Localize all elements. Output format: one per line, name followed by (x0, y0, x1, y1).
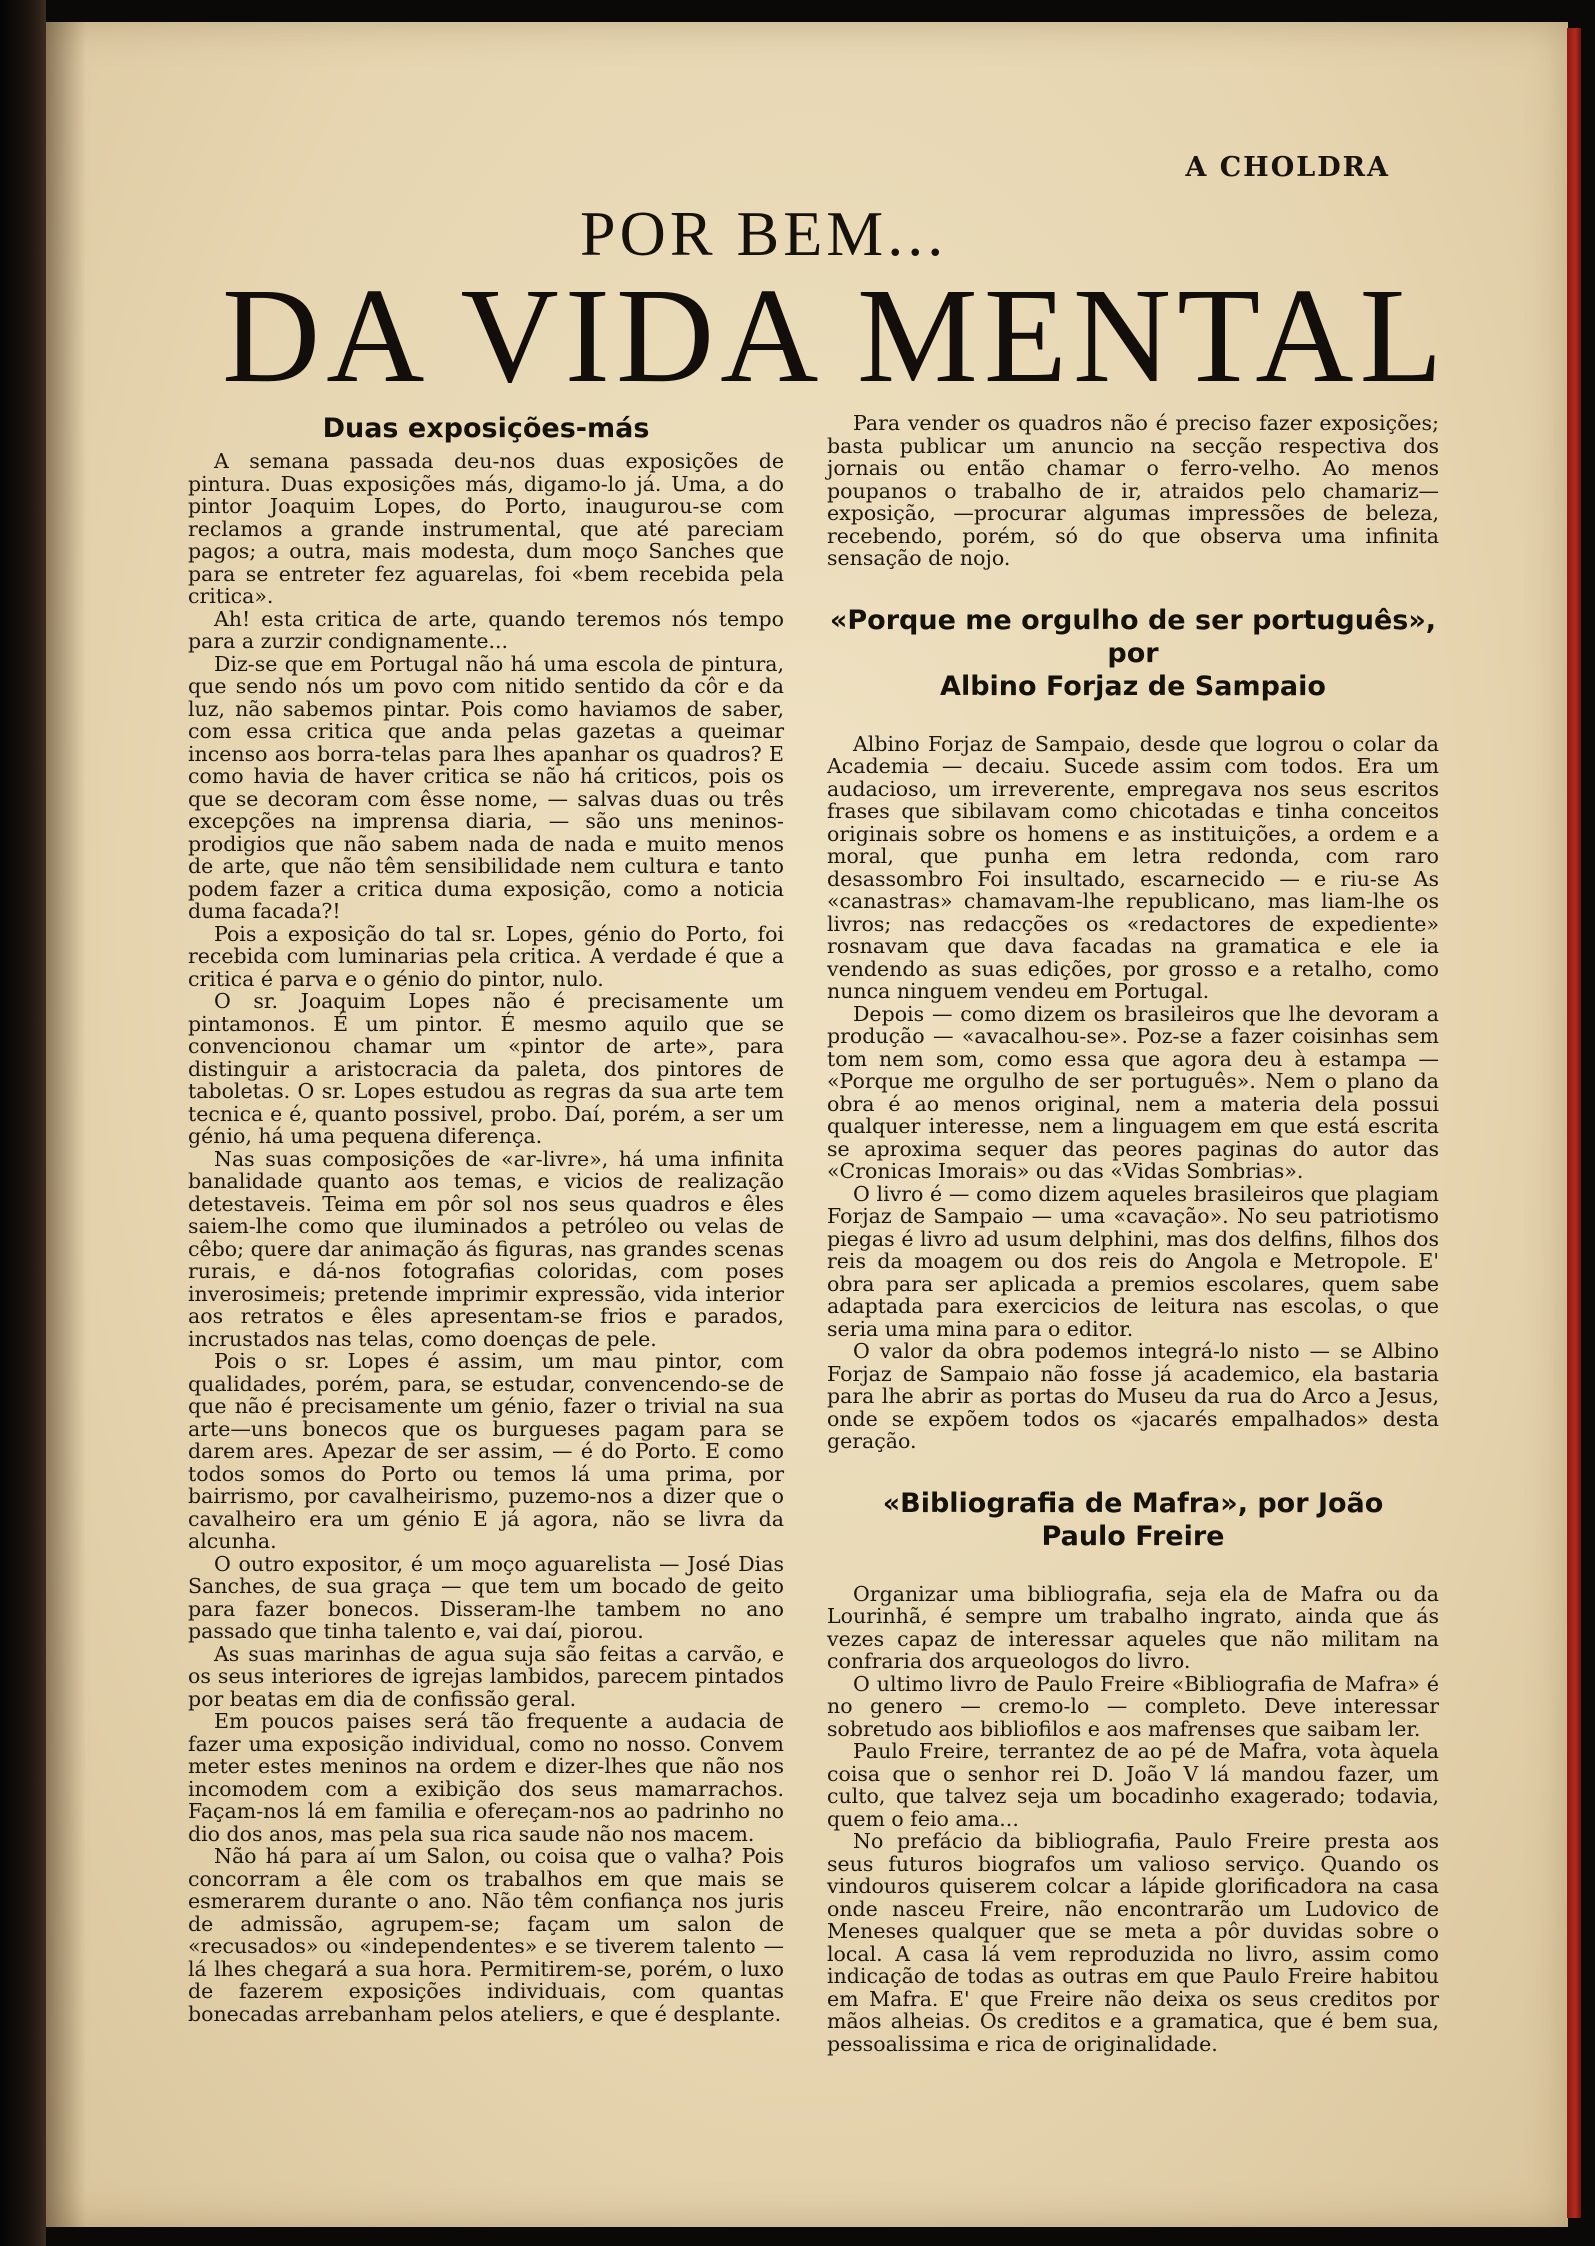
main-headline: DA VIDA MENTAL (222, 261, 1449, 411)
page-fold-shadow (46, 22, 86, 2227)
paragraph: Pois a exposição do tal sr. Lopes, génio do Porto, foi recebida com luminarias pela critica. A verdade é que a critica é parva e o génio do pintor, nulo. (188, 921, 784, 991)
section-title-line: Albino Forjaz de Sampaio (940, 670, 1326, 702)
section-title-line: «Bibliografia de Mafra», por João (882, 1487, 1384, 1519)
section-title (827, 1487, 1439, 1553)
paragraph: Nas suas composições de «ar-livre», há uma infinita banalidade quanto aos temas, e vicios de realização detestaveis. Teima em pôr sol nos seus quadros e êles saiem-lhe como que iluminados a petróleo ou velas de cêbo; quere dar animação ás figuras, nas grandes scenas rurais, e dá-nos fotografias coloridas, com poses inverosimeis; pretende imprimir expressão, vida interior aos retratos e êles apresentam-se frios e parados, incrustados nas telas, como doenças de pele. (188, 1146, 784, 1351)
paragraph: O outro expositor, é um moço aguarelista — José Dias Sanches, de sua graça — que tem um bocado de geito para fazer bonecos. Disseram-lhe tambem no ano passado que tinha talento e, vai daí, piorou. (188, 1551, 784, 1643)
paragraph: A semana passada deu-nos duas exposições de pintura. Duas exposições más, digamo-lo já. Uma, a do pintor Joaquim Lopes, do Porto, inaugurou-se com reclamos a grande instrumental, que até pareciam pagos; a outra, mais modesta, dum moço Sanches que para se entreter fez aguarelas, foi «bem recebida pela critica». (188, 449, 784, 608)
paragraph: O livro é — como dizem aqueles brasileiros que plagiam Forjaz de Sampaio — uma «cavação». No seu patriotismo piegas é livro ad usum delphini, mas dos delfins, filhos dos reis da moagem ou dos reis do Angola e Metropole. E' obra para ser aplicada a premios escolares, quem sabe adaptada para exercicios de leitura nas escolas, o que seria uma mina para o editor. (827, 1181, 1439, 1341)
paragraph: Albino Forjaz de Sampaio, desde que logrou o colar da Academia — decaiu. Sucede assim com todos. Era um audacioso, um irreverente, empregava nos seus escritos frases que sibilavam como chicotadas e tinha conceitos originais sobre os homens e as instituições, a ordem e a moral, que punha em letra redonda, com raro desassombro Foi insultado, escarnecido — e riu-se As «canastras» chamavam-lhe republicano, mas liam-lhe os livros; nas redacções os «redactores de expediente» rosnavam que dava facadas na gramatica e ele ia vendendo as suas edições, por grosso e a retalho, como nunca ninguem vendeu em Portugal. (827, 731, 1439, 1003)
section-title-line: Paulo Freire (1041, 1520, 1225, 1552)
paragraph: O sr. Joaquim Lopes não é precisamente um pintamonos. É um pintor. É mesmo aquilo que se convencionou chamar um «pintor de arte», para distinguir a aristocracia da paleta, dos pintores de taboletas. O sr. Lopes estudou as regras da sua arte tem tecnica e é, quanto possivel, probo. Daí, porém, a ser um génio, há uma pequena diferença. (188, 989, 784, 1148)
section-title (827, 604, 1439, 703)
journal-name: A CHOLDRA (1185, 152, 1390, 183)
red-page-edge (1567, 28, 1581, 2218)
left-column (188, 412, 784, 2025)
paragraph: O valor da obra podemos integrá-lo nisto — se Albino Forjaz de Sampaio não fosse já academico, ela bastaria para lhe abrir as portas do Museu da rua do Arco a Jesus, onde se expõem todos os «jacarés empalhados» desta geração. (827, 1339, 1439, 1453)
headline-kicker: POR BEM... (580, 198, 948, 269)
paragraph: No prefácio da bibliografia, Paulo Freire presta aos seus futuros biografos um valioso serviço. Quando os vindouros quiserem colcar a lápide glorificadora na casa onde nasceu Freire, não encontrarão um Ludovico de Meneses qualquer que se meta a pôr duvidas sobre o local. A casa lá vem reproduzida no livro, assim como indicação de todas as outras em que Paulo Freire habitou em Mafra. E' que Freire não deixa os seus creditos por mãos alheias. Os creditos e a gramatica, que é bem sua, pessoalissima e rica de originalidade. (827, 1829, 1439, 2056)
paragraph: O ultimo livro de Paulo Freire «Bibliografia de Mafra» é no genero — cremo-lo — completo. Deve interessar sobretudo aos bibliofilos e aos mafrenses que saibam ler. (827, 1671, 1439, 1741)
right-column (827, 412, 1439, 2055)
paragraph: Para vender os quadros não é preciso fazer exposições; basta publicar um anuncio na secção respectiva dos jornais ou então chamar o ferro-velho. Ao menos poupanos o trabalho de ir, atraidos pelo chamariz—exposição, —procurar algumas impressões de beleza, recebendo, porém, só do que observa uma infinita sensação de nojo. (827, 411, 1439, 570)
paragraph: Organizar uma bibliografia, seja ela de Mafra ou da Lourinhã, é sempre um trabalho ingrato, ainda que ás vezes capaz de interessar aqueles que não militam na confraria dos arqueologos do livro. (827, 1581, 1439, 1673)
paragraph: Paulo Freire, terrantez de ao pé de Mafra, vota àquela coisa que o senhor rei D. João V lá mandou fazer, um culto, que talvez seja um bocadinho exagerado; todavia, quem o feio ama... (827, 1739, 1439, 1831)
paragraph: Não há para aí um Salon, ou coisa que o valha? Pois concorram a êle com os trabalhos em que mais se esmerarem durante o ano. Não têm confiança nos juris de admissão, agrupem-se; façam um salon de «recusados» ou «independentes» e se tiverem talento — lá lhes chegará a sua hora. Permitirem-se, porém, o luxo de fazerem exposições individuais, com quantas bonecadas arrebanham pelos ateliers, e que é desplante. (188, 1844, 784, 2026)
paragraph: As suas marinhas de agua suja são feitas a carvão, e os seus interiores de igrejas lambidos, parecem pintados por beatas em dia de confissão geral. (188, 1641, 784, 1711)
paragraph: Pois o sr. Lopes é assim, um mau pintor, com qualidades, porém, para, se estudar, convencendo-se de que não é precisamente um génio, fazer o trivial na sua arte—uns bonecos que os burgueses pagam para se darem ares. Apezar de ser assim, — é do Porto. E como todos somos do Porto ou temos lá uma prima, por bairrismo, por cavalheirismo, puzemo-nos a dizer que o cavalheiro era um génio E já agora, não se livra da alcunha. (188, 1349, 784, 1553)
paragraph: Depois — como dizem os brasileiros que lhe devoram a produção — «avacalhou-se». Poz-se a fazer coisinhas sem tom nem som, como essa que agora deu à estampa — «Porque me orgulho de ser português». Nem o plano da obra é ao menos original, nem a materia dela possui qualquer interesse, nem a linguagem em que está escrita se aproxima sequer das peores paginas do autor das «Cronicas Imorais» ou das «Vidas Sombrias». (827, 1001, 1439, 1183)
paragraph: Ah! esta critica de arte, quando teremos nós tempo para a zurzir condignamente... (188, 606, 784, 653)
scan-background-left (0, 0, 46, 2246)
section-title-line: «Porque me orgulho de ser português», por (829, 604, 1437, 669)
paragraph: Em poucos paises será tão frequente a audacia de fazer uma exposição individual, como no nosso. Convem meter estes meninos na ordem e dizer-lhes que não nos incomodem com a exibição dos seus mamarrachos. Façam-nos lá em familia e ofereçam-nos ao padrinho no dio dos anos, mas pela sua rica saude não nos macem. (188, 1709, 784, 1846)
paragraph: Diz-se que em Portugal não há uma escola de pintura, que sendo nós um povo com nitido sentido da côr e da luz, não sabemos pintar. Pois como haviamos de saber, com essa critica que anda pelas gazetas a queimar incenso aos borra-telas para lhes apanhar os quadros? E como havia de haver critica se não há criticos, pois os que se decoram com êsse nome, — salvas duas ou três excepções na imprensa diaria, — são uns meninos-prodigios que não sabem nada de nada e muito menos de arte, que não têm sensibilidade nem cultura e tanto podem fazer a critica duma exposição, como a noticia duma facada?! (188, 651, 784, 923)
section-title: Duas exposições-más (322, 413, 650, 444)
